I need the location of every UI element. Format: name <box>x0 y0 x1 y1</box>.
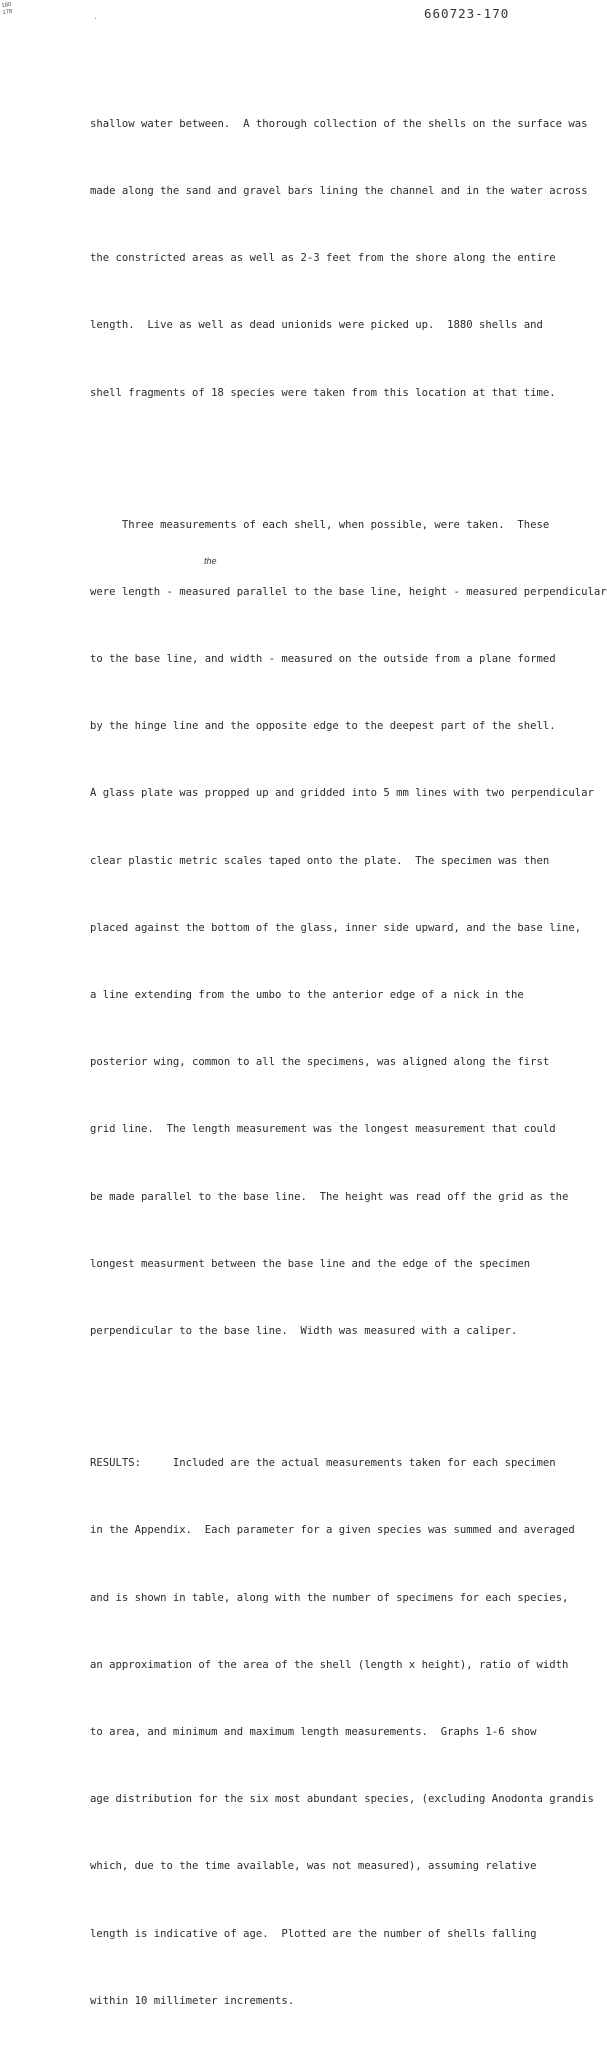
body-line: placed against the bottom of the glass, inner side upward, and the base line, <box>90 921 582 934</box>
body-line: perpendicular to the base line. Width was measured with a caliper. <box>90 1325 518 1338</box>
body-line: to the base line, and width - measured on the outside from a plane formed <box>90 653 556 666</box>
body-line: the constricted areas as well as 2-3 feet from the shore along the entire <box>90 252 556 265</box>
body-line: within 10 millimeter increments. <box>90 1994 295 2007</box>
stray-mark: · <box>93 14 98 23</box>
document-body <box>90 68 607 2057</box>
document-id: 660723-170 <box>424 6 510 21</box>
body-line: age distribution for the six most abundant species, (excluding Anodonta grandis <box>90 1793 594 1806</box>
body-line: were length - measured parallel to the base line, height - measured perpendicular <box>90 585 607 598</box>
handwritten-insertion: the <box>204 556 217 566</box>
body-line: posterior wing, common to all the specimens, was aligned along the first <box>90 1056 550 1069</box>
body-line: a line extending from the umbo to the anterior edge of a nick in the <box>90 989 524 1002</box>
body-line: which, due to the time available, was not measured), assuming relative <box>90 1860 537 1873</box>
body-line: A glass plate was propped up and gridded into 5 mm lines with two perpendicular <box>90 787 594 800</box>
body-line: by the hinge line and the opposite edge to the deepest part of the shell. <box>90 720 556 733</box>
body-line: clear plastic metric scales taped onto the plate. The specimen was then <box>90 854 550 867</box>
body-line: longest measurment between the base line and the edge of the specimen <box>90 1257 531 1270</box>
body-line: grid line. The length measurement was the longest measurement that could <box>90 1123 556 1136</box>
body-line: an approximation of the area of the shell (length x height), ratio of width <box>90 1658 569 1671</box>
body-line: Three measurements of each shell, when possible, were taken. These <box>90 518 550 531</box>
body-line: length. Live as well as dead unionids were picked up. 1880 shells and <box>90 319 543 332</box>
body-line: length is indicative of age. Plotted are the number of shells falling <box>90 1927 537 1940</box>
body-line: to area, and minimum and maximum length measurements. Graphs 1-6 show <box>90 1725 537 1738</box>
margin-handwritten-note: 180 178 <box>1 1 13 17</box>
body-line: made along the sand and gravel bars lining the channel and in the water across <box>90 185 588 198</box>
body-line: shallow water between. A thorough collection of the shells on the surface was <box>90 117 588 130</box>
body-line: be made parallel to the base line. The height was read off the grid as the <box>90 1190 569 1203</box>
body-line: RESULTS: Included are the actual measurements taken for each specimen <box>90 1457 556 1470</box>
body-line: shell fragments of 18 species were taken from this location at that time. <box>90 386 556 399</box>
body-line: in the Appendix. Each parameter for a given species was summed and averaged <box>90 1524 575 1537</box>
body-line: and is shown in table, along with the number of specimens for each species, <box>90 1591 569 1604</box>
